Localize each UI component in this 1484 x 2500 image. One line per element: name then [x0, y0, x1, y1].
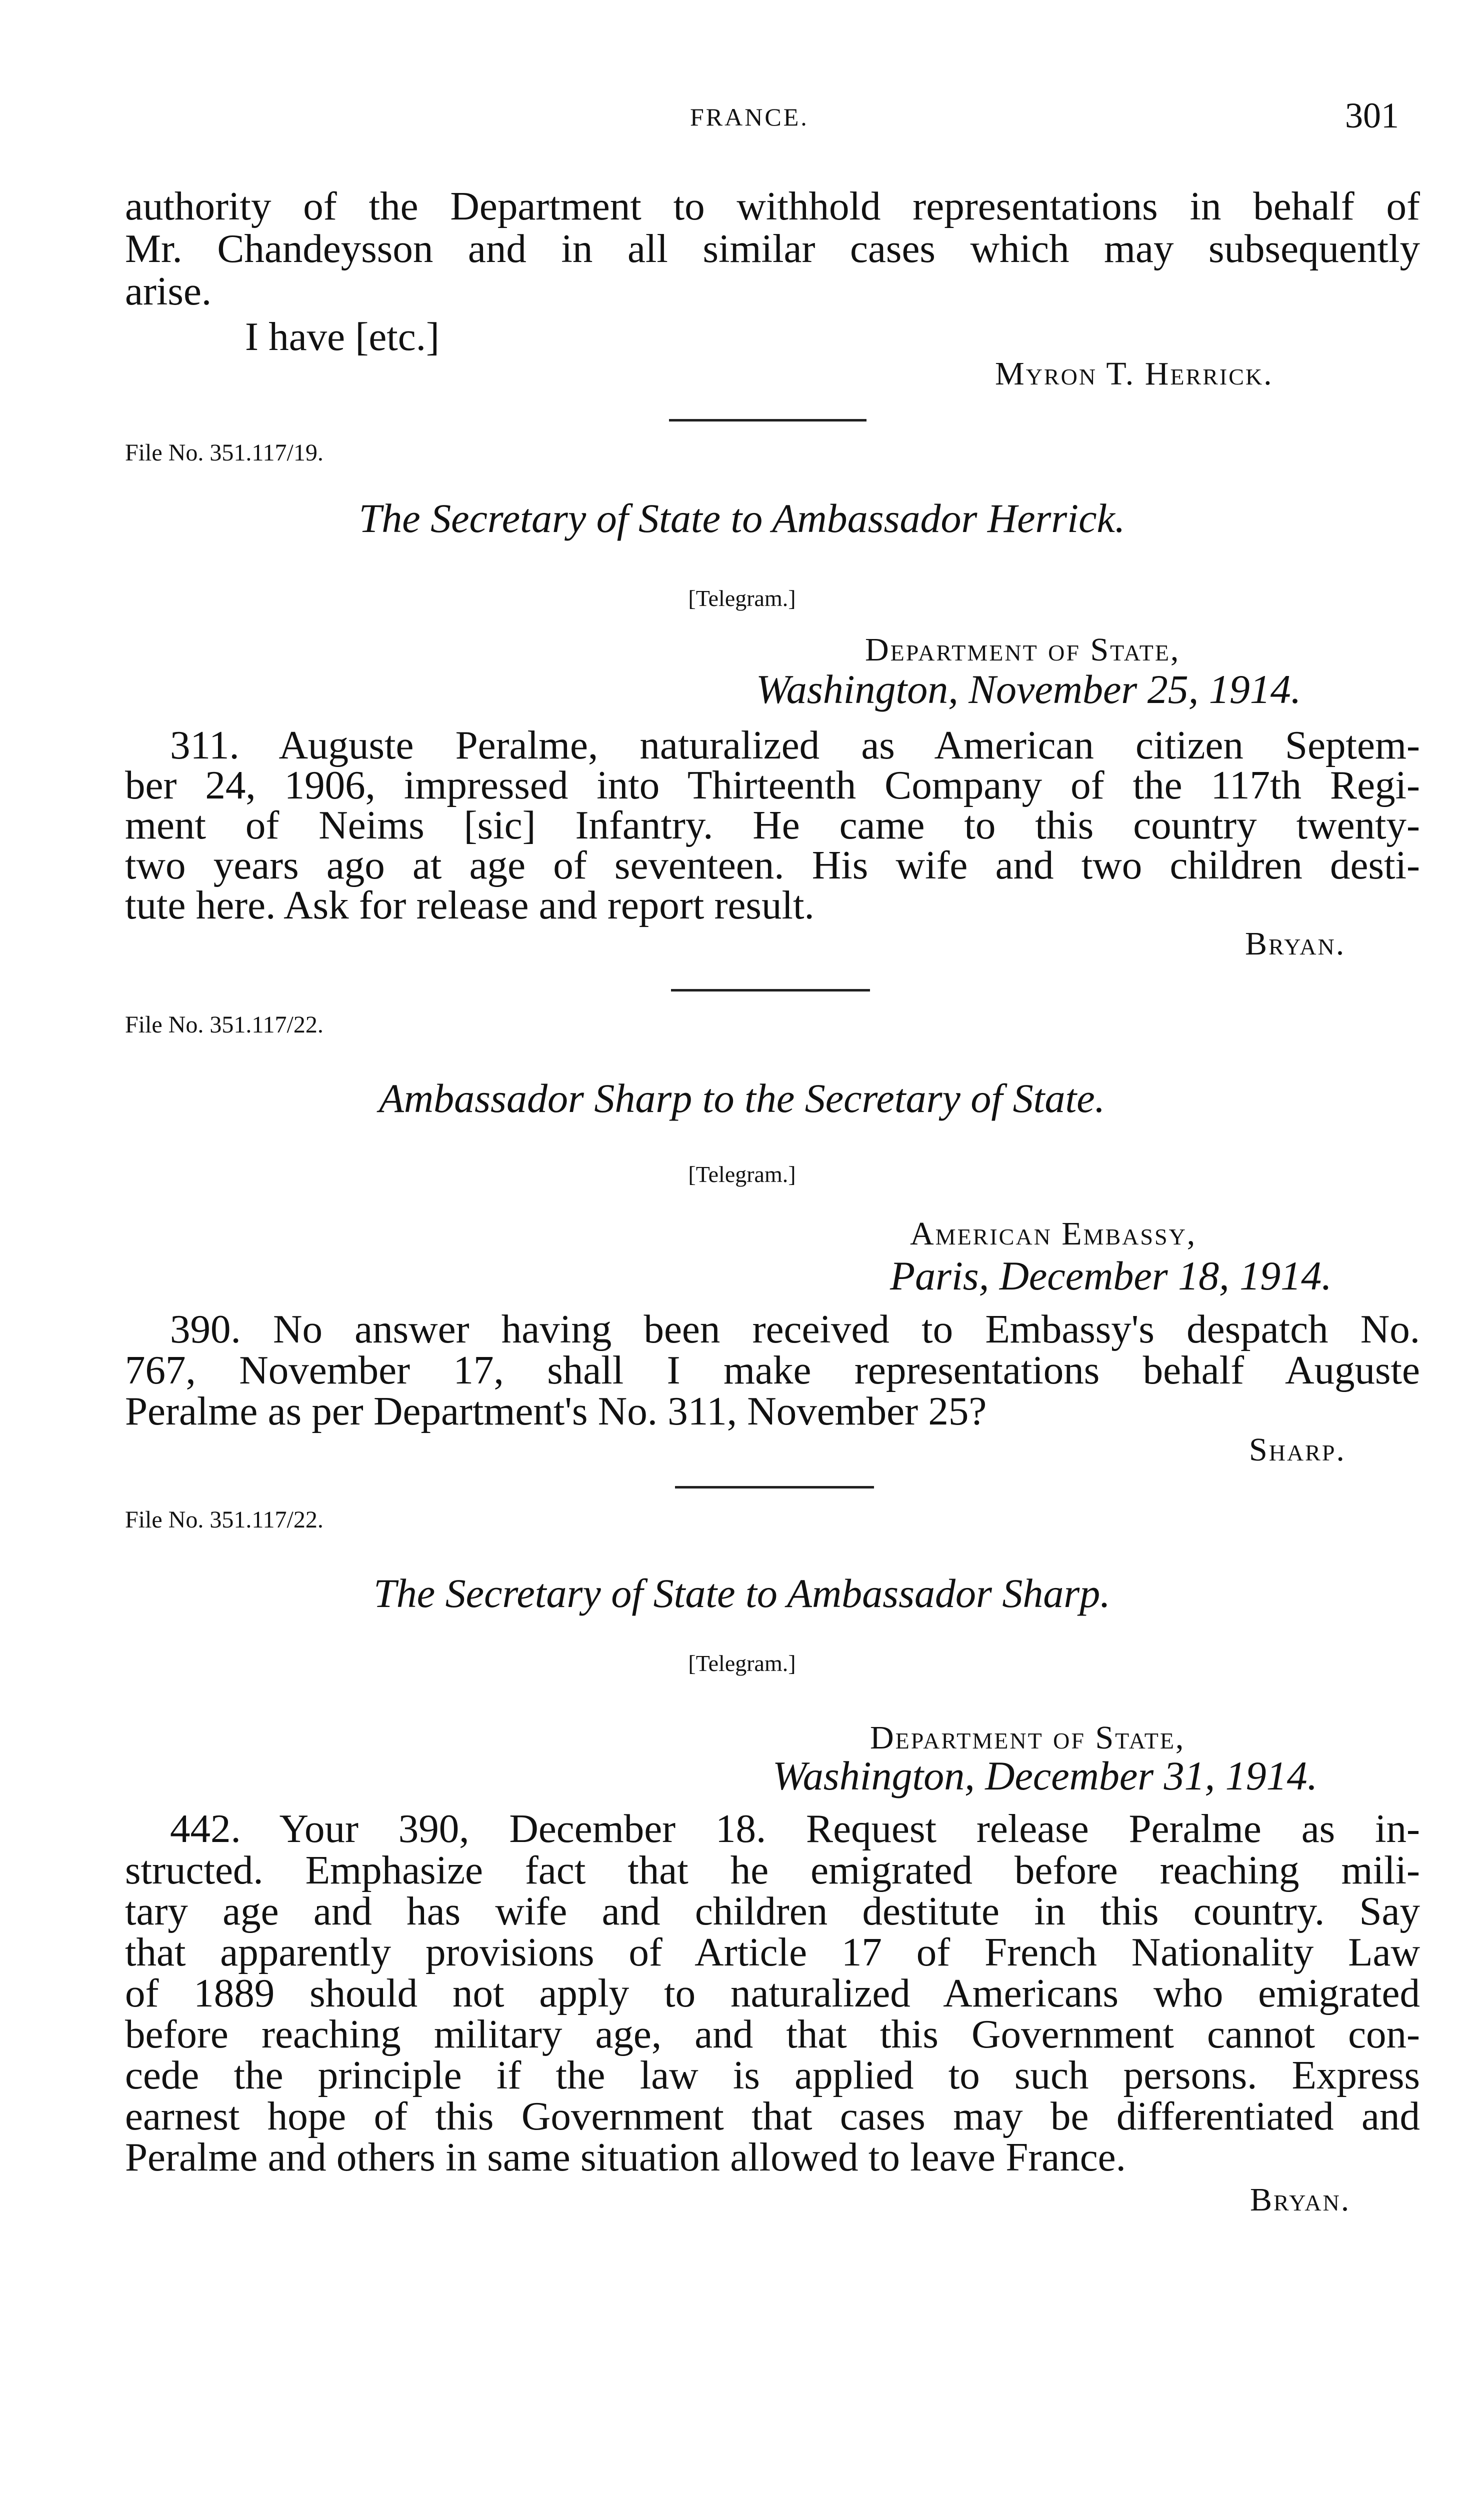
sender-place: Department of State, — [865, 632, 1180, 668]
body-line: before reaching military age, and that this Government cannot con- — [125, 2012, 1420, 2056]
section-divider — [671, 989, 870, 992]
signature: Bryan. — [1245, 926, 1346, 962]
body-line: 442. Your 390, December 18. Request release Peralme as in- — [170, 1806, 1420, 1851]
body-line: Peralme and others in same situation allowed to leave France. — [125, 2134, 1126, 2180]
body-line: that apparently provisions of Article 17 of French Nationality Law — [125, 1930, 1420, 1974]
document-heading: Ambassador Sharp to the Secretary of State. — [378, 1076, 1106, 1121]
body-line: cede the principle if the law is applied to such persons. Express — [125, 2052, 1420, 2098]
telegram-note: [Telegram.] — [688, 1162, 796, 1187]
sender-date: Washington, December 31, 1914. — [772, 1753, 1318, 1798]
body-line: of 1889 should not apply to naturalized Americans who emigrated — [125, 1970, 1420, 2016]
sender-date: Washington, November 25, 1914. — [756, 666, 1302, 712]
salutation: I have [etc.] — [245, 314, 440, 359]
section-divider — [669, 419, 866, 422]
body-line: earnest hope of this Government that cases may be differentiated and — [125, 2094, 1420, 2138]
signature: Bryan. — [1250, 2182, 1351, 2218]
telegram-note: [Telegram.] — [688, 586, 796, 611]
file-number: File No. 351.117/22. — [125, 1012, 324, 1038]
body-line: Peralme as per Department's No. 311, November 25? — [125, 1388, 987, 1434]
page-number: 301 — [1345, 96, 1399, 136]
body-line: two years ago at age of seventeen. His wife and two children desti- — [125, 842, 1420, 888]
body-line: 390. No answer having been received to Embassy's despatch No. — [170, 1306, 1420, 1352]
sender-date: Paris, December 18, 1914. — [890, 1253, 1332, 1298]
sender-place: American Embassy, — [910, 1216, 1197, 1252]
body-line: structed. Emphasize fact that he emigrated before reaching mili- — [125, 1848, 1420, 1892]
intro-line: arise. — [125, 268, 212, 314]
section-divider — [675, 1486, 874, 1488]
signature: Sharp. — [1249, 1432, 1346, 1468]
intro-line: Mr. Chandeysson and in all similar cases which may subsequently — [125, 226, 1420, 271]
file-number: File No. 351.117/22. — [125, 1506, 324, 1533]
file-number: File No. 351.117/19. — [125, 440, 324, 466]
document-heading: The Secretary of State to Ambassador Sharp. — [374, 1570, 1110, 1616]
telegram-note: [Telegram.] — [688, 1650, 796, 1676]
document-heading: The Secretary of State to Ambassador Herrick. — [358, 496, 1126, 541]
body-line: 311. Auguste Peralme, naturalized as American citizen Septem- — [170, 722, 1420, 768]
body-line: ment of Neims [sic] Infantry. He came to this country twenty- — [125, 802, 1420, 848]
body-line: 767, November 17, shall I make representations behalf Auguste — [125, 1348, 1420, 1392]
body-line: tary age and has wife and children destitute in this country. Say — [125, 1888, 1420, 1934]
intro-line: authority of the Department to withhold representations in behalf of — [125, 184, 1420, 228]
body-line: tute here. Ask for release and report result. — [125, 882, 814, 928]
signature: Myron T. Herrick. — [995, 356, 1274, 392]
running-head: FRANCE. — [690, 103, 809, 131]
sender-place: Department of State, — [870, 1720, 1186, 1756]
body-line: ber 24, 1906, impressed into Thirteenth Company of the 117th Regi- — [125, 762, 1420, 808]
